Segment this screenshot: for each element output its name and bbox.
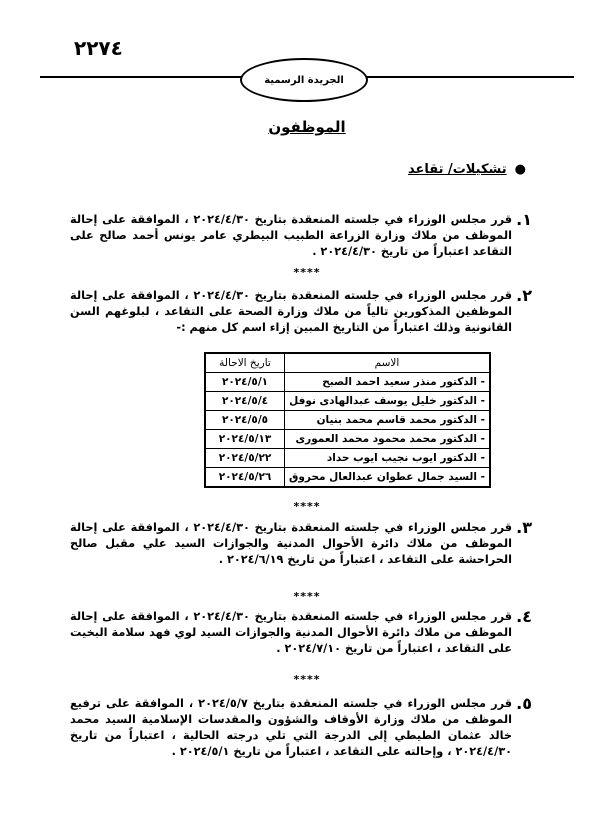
section-title: الموظفون bbox=[268, 118, 346, 136]
decision-item-3 bbox=[70, 518, 532, 568]
separator-stars: **** bbox=[293, 500, 321, 513]
retirement-date: ٢٠٢٤/٥/٢٦ bbox=[206, 468, 285, 487]
item-number: ٥. bbox=[516, 694, 532, 713]
table-row bbox=[206, 373, 490, 392]
table-row bbox=[206, 392, 490, 411]
table-header-row bbox=[206, 354, 490, 373]
table-row bbox=[206, 449, 490, 468]
table-row bbox=[206, 468, 490, 487]
separator-stars: **** bbox=[293, 590, 321, 603]
separator-stars: **** bbox=[293, 673, 321, 686]
decision-item-1 bbox=[70, 210, 532, 260]
retiree-name: - الدكتور ايوب نجيب ايوب حداد bbox=[285, 449, 490, 468]
retiree-name: - الدكتور محمد قاسم محمد بنيان bbox=[285, 411, 490, 430]
retiree-name: - الدكتور منذر سعيد احمد الصبح bbox=[285, 373, 490, 392]
retirement-date: ٢٠٢٤/٥/١ bbox=[206, 373, 285, 392]
retirement-date: ٢٠٢٤/٥/١٣ bbox=[206, 430, 285, 449]
table-row bbox=[206, 411, 490, 430]
gazette-name-oval bbox=[240, 58, 368, 102]
retiree-name: - الدكتور خليل يوسف عبدالهادى نوفل bbox=[285, 392, 490, 411]
item-number: ٤. bbox=[516, 607, 532, 626]
retirees-table bbox=[205, 353, 490, 487]
heading-text: تشكيلات/ تقاعد bbox=[407, 162, 507, 177]
item-text: قرر مجلس الوزراء في جلسته المنعقدة بتاريخ ٢٠٢٤/٤/٣٠ ، الموافقة على إحالة الموظفين المذكورين تالياً من ملاك وزارة الصحة على التقاعد ، لبلوغهم السن القانونية وذلك اعتباراً من التاريخ المبين إزاء اسم كل منهم :- bbox=[70, 289, 512, 334]
retirement-date: ٢٠٢٤/٥/٥ bbox=[206, 411, 285, 430]
item-text: قرر مجلس الوزراء في جلسته المنعقدة بتاريخ ٢٠٢٤/٤/٣٠ ، الموافقة على إحالة الموظف من ملاك وزارة الزراعة الطبيب البيطري عامر يونس أحمد صالح على التقاعد اعتباراً من تاريخ ٢٠٢٤/٤/٣٠ . bbox=[70, 213, 512, 258]
decision-item-4 bbox=[70, 607, 532, 657]
decision-item-2 bbox=[70, 286, 532, 336]
item-number: ١. bbox=[516, 210, 532, 229]
table-row bbox=[206, 430, 490, 449]
item-number: ٣. bbox=[516, 518, 532, 537]
bullet-icon: ● bbox=[514, 162, 526, 177]
decision-item-5 bbox=[70, 694, 532, 760]
item-text: قرر مجلس الوزراء في جلسته المنعقدة بتاريخ ٢٠٢٤/٤/٣٠ ، الموافقة على إحالة الموظف من ملاك دائرة الأحوال المدنية والجوازات السيد علي مقبل صالح الحراحشة على التقاعد ، اعتباراً من تاريخ ٢٠٢٤/٦/١٩ . bbox=[70, 521, 512, 566]
gazette-name: الجريدة الرسمية bbox=[264, 74, 344, 86]
item-number: ٢. bbox=[516, 286, 532, 305]
retirement-date: ٢٠٢٤/٥/٤ bbox=[206, 392, 285, 411]
retiree-name: - السيد جمال عطوان عبدالعال محروق bbox=[285, 468, 490, 487]
item-text: قرر مجلس الوزراء في جلسته المنعقدة بتاريخ ٢٠٢٤/٤/٣٠ ، الموافقة على إحالة الموظف من ملاك دائرة الأحوال المدنية والجوازات السيد لوي فهد سلامة البخيت على التقاعد ، اعتباراً من تاريخ ٢٠٢٤/٧/١٠ . bbox=[70, 610, 512, 655]
retiree-name: - الدكتور محمد محمود محمد العمورى bbox=[285, 430, 490, 449]
column-header-name: الاسم bbox=[285, 354, 490, 373]
page-number: ٢٢٧٤ bbox=[74, 36, 123, 60]
section-heading bbox=[408, 162, 526, 177]
retirement-date: ٢٠٢٤/٥/٢٢ bbox=[206, 449, 285, 468]
column-header-date: تاريخ الاحالة bbox=[206, 354, 285, 373]
separator-stars: **** bbox=[293, 266, 321, 279]
item-text: قرر مجلس الوزراء في جلسته المنعقدة بتاريخ ٢٠٢٤/٥/٧ ، الموافقة على ترفيع الموظف من ملاك وزارة الأوقاف والشؤون والمقدسات الإسلامية السيد محمد خالد عثمان الطيطي إلى الدرجة التي تلي درجته الحالية ، اعتباراً من تاريخ ٢٠٢٤/٤/٣٠ ، وإحالته على التقاعد ، اعتباراً من تاريخ ٢٠٢٤/٥/١ . bbox=[70, 697, 512, 758]
